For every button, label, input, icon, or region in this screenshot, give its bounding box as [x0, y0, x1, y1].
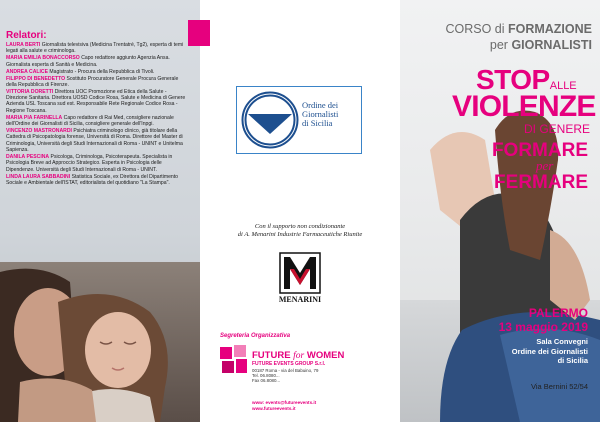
slogan-per: per	[536, 158, 554, 173]
event-city: PALERMO	[528, 306, 588, 320]
left-panel	[0, 0, 200, 422]
event-address: Via Bernini 52/54	[531, 382, 588, 391]
accent-bar	[200, 20, 210, 46]
organizer-email[interactable]: www: events@futureevents.it	[252, 400, 317, 405]
speaker-entry: MARIA EMILIA BONACCORSO Capo redattore aggiunto Agenzia Ansa. Giornalista esperta di Sanità e Medicina.	[6, 55, 170, 68]
speaker-entry: VINCENZO MASTRONARDI Psichiatra criminologo clinico, già titolare della Cattedra di Psicopatologia forense, Università di Roma. Direttore del Master di Criminologia, Università degli Studi Internazionali di Roma - UNINT e Unitelma Sapienza.	[6, 128, 183, 154]
organizer-website[interactable]: www.futureevents.it	[252, 406, 296, 411]
middle-panel	[200, 0, 400, 422]
odg-logo-text: Ordine dei Giornalisti di Sicilia	[302, 100, 339, 128]
speakers-heading: Relatori:	[6, 30, 47, 41]
event-venue: Sala Convegni Ordine dei Giornalisti di Sicilia	[511, 337, 588, 365]
cover-panel	[400, 0, 600, 422]
speaker-entry: ANDREA CALICE Magistrato - Procura della Repubblica di Tivoli.	[6, 68, 155, 75]
sponsor-note: Con il supporto non condizionante di A. Menarini Industrie Farmaceutiche Riunite	[237, 223, 363, 238]
odg-emblem-icon	[240, 90, 300, 150]
organizer-heading: Segreteria Organizzativa	[220, 333, 291, 339]
menarini-logo: MENARINI	[276, 251, 324, 303]
organizer-contacts	[252, 400, 316, 412]
slogan-fermare: FERMARE	[494, 172, 588, 193]
menarini-m-icon	[276, 251, 324, 295]
title-violenze: VIOLENZE	[452, 90, 596, 123]
slogan-formare: FORMARE	[491, 140, 588, 161]
speaker-entry: FILIPPO DI BENEDETTO Sostituto Procuratore Generale Procura Generale della Repubblica di Firenze.	[6, 75, 179, 88]
mother-child-photo	[0, 262, 200, 422]
speaker-entry: DANILA PESCINA Psicologa, Criminologa, Psicoterapeuta. Specialista in Psicologia Breve ad Approccio Strategico. Esperta in Psicologia delle Dipendenze. Università degli Studi Internazionali di Roma - UNINT.	[6, 154, 173, 173]
event-date: 13 maggio 2019	[498, 320, 588, 334]
title-stop: STOPALLE	[476, 64, 577, 95]
title-di-genere: DI GENERE	[523, 122, 590, 136]
speaker-entry: LAURA BERTI Giornalista televisiva (Medicina Trentatré, Tg2), esperta di temi legati alla salute e criminologa.	[6, 42, 184, 55]
future-for-women-logotype: FUTURE for WOMEN	[252, 350, 345, 361]
speakers-list	[6, 42, 188, 187]
organizer-address: 00187 Roma - via del Babuino, 79 Tel. 06.8080... Fax 06.8080...	[252, 368, 319, 384]
course-type: CORSO di FORMAZIONE	[445, 22, 592, 36]
speaker-entry: MARIA PIA FARINELLA Capo redattore di Rai Med, consigliere nazionale dell'Ordine dei Giornalisti di Sicilia, consigliere generale dell'Inpgi.	[6, 114, 174, 128]
speaker-entry: LINDA LAURA SABBADINI Statistica Sociale, ex Direttora del Dipartimento Sociale e Ambientale dell'ISTAT, editorialista del quotidiano "La Stampa".	[6, 173, 179, 186]
course-audience: per GIORNALISTI	[489, 38, 592, 52]
accent-bar	[188, 20, 200, 46]
future-events-logo-icon	[220, 345, 248, 377]
organizer-company: FUTURE EVENTS GROUP S.r.l.	[252, 361, 326, 367]
speaker-entry: VITTORIA DORETTI Direttora UOC Promozione ed Etica della Salute - Direzione Sanitaria. Direttora UOSD Codice Rosa, Salute e Medicina di Genere Azienda USL Toscana sud est. Responsabile Rete Regionale Codice Rosa - Regione Toscana.	[6, 88, 186, 114]
odg-sicilia-logo	[236, 86, 362, 154]
